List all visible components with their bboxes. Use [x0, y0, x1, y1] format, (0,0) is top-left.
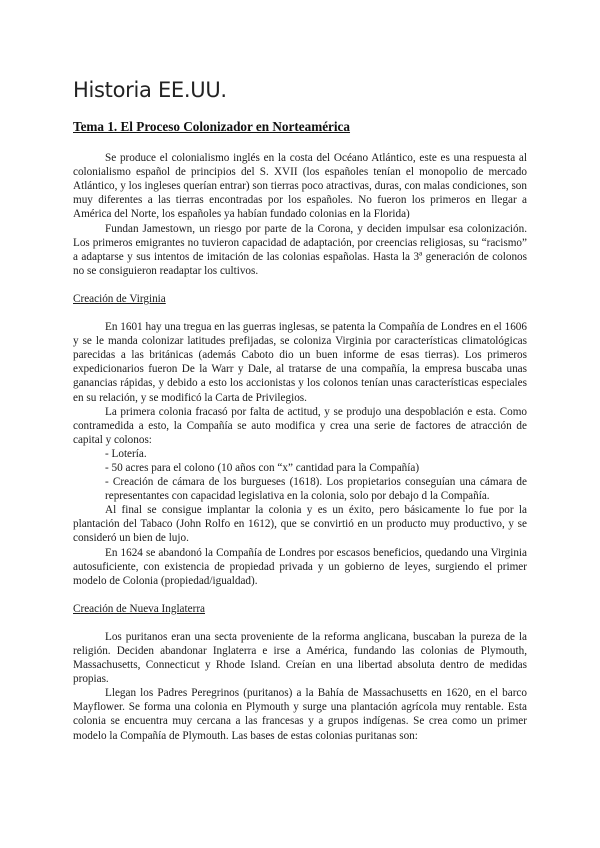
- list-item: - Lotería.: [105, 447, 147, 460]
- list-item: - Creación de cámara de los burgueses (1618). Los propietarios conseguían una cámara de representantes con capacidad legislativa en la colonia, solo por debajo d la Compañía.: [105, 476, 527, 503]
- nueva-inglaterra-heading: Creación de Nueva Inglaterra: [73, 602, 206, 615]
- nueva-inglaterra-paragraph-1: Los puritanos eran una secta proveniente de la reforma anglicana, buscaban la pureza de la religión. Deciden abandonar Inglaterra e irse a América, fundando las colonias de Plymouth, Massachusetts, Connecticut y Rhode Island. Creían en una libertad absoluta dentro de medidas propias.: [73, 630, 527, 686]
- virginia-bullet-list: [73, 447, 527, 503]
- section-heading: Tema 1. El Proceso Colonizador en Norteamérica: [73, 119, 351, 134]
- intro-paragraph-2: Fundan Jamestown, un riesgo por parte de la Corona, y deciden impulsar esa colonización. Los primeros emigrantes no tuvieron capacidad de adaptación, por creencias religiosas, su “racismo” a adaptarse y sus intentos de imitación de las colonias españolas. Hasta la 3ª generación de colonos no se consiguieron readaptar los cultivos.: [73, 222, 527, 277]
- virginia-paragraph-4: En 1624 se abandonó la Compañía de Londres por escasos beneficios, quedando una Virginia autosuficiente, con existencia de propiedad privada y un gobierno de leyes, surgiendo el primer modelo de Colonia (propiedad/igualdad).: [73, 546, 527, 587]
- virginia-paragraph-1: En 1601 hay una tregua en las guerras inglesas, se patenta la Compañía de Londres en el 1606 y se le manda colonizar latitudes prefijadas, se coloniza Virginia por características climatológicas parecidas a las británicas (además Caboto dio un buen informe de esas tierras). Los primeros expedicionarios fueron De la Warr y Dale, al tratarse de una compañía, la empresa buscaba unas ganancias rápidas, y debido a esto los accionistas y los colonos tenían unas características especiales en su relación, y se modificó la Carta de Privilegios.: [73, 321, 527, 404]
- nueva-inglaterra-paragraph-2: Llegan los Padres Peregrinos (puritanos) a la Bahía de Massachusetts en 1620, en el barco Mayflower. Se forma una colonia en Plymouth y surge una plantación agrícola muy rentable. Esta colonia se encuentra muy cercana a las francesas y a grupos indígenas. Se crea como un primer modelo la Compañía de Plymouth. Las bases de estas colonias puritanas son:: [73, 687, 527, 742]
- virginia-paragraph-2: La primera colonia fracasó por falta de actitud, y se produjo una despoblación e esta. Como contramedida a esto, la Compañía se auto modifica y crea una serie de factores de atracción de capital y colonos:: [73, 405, 527, 446]
- document-body: [73, 120, 527, 743]
- document-title: Historia EE.UU.: [73, 78, 227, 102]
- virginia-paragraph-3: Al final se consigue implantar la colonia y es un éxito, pero básicamente lo fue por la plantación del Tabaco (John Rolfo en 1612), que se convirtió en un producto muy productivo, y se consideró un bien de lujo.: [73, 504, 527, 545]
- intro-paragraph-1: Se produce el colonialismo inglés en la costa del Océano Atlántico, este es una respuesta al colonialismo español de principios del S. XVII (los españoles tenían el monopolio de mercado Atlántico, y los ingleses querían entrar) son tierras poco atractivas, duras, con malas condiciones, son muy diferentes a las tierras encontradas por los españoles. No fueron los primeros en llegar a América del Norte, los españoles ya habían fundado colonias en la Florida): [73, 152, 527, 221]
- virginia-heading: Creación de Virginia: [73, 292, 166, 305]
- list-item: - 50 acres para el colono (10 años con “x” cantidad para la Compañía): [105, 461, 420, 474]
